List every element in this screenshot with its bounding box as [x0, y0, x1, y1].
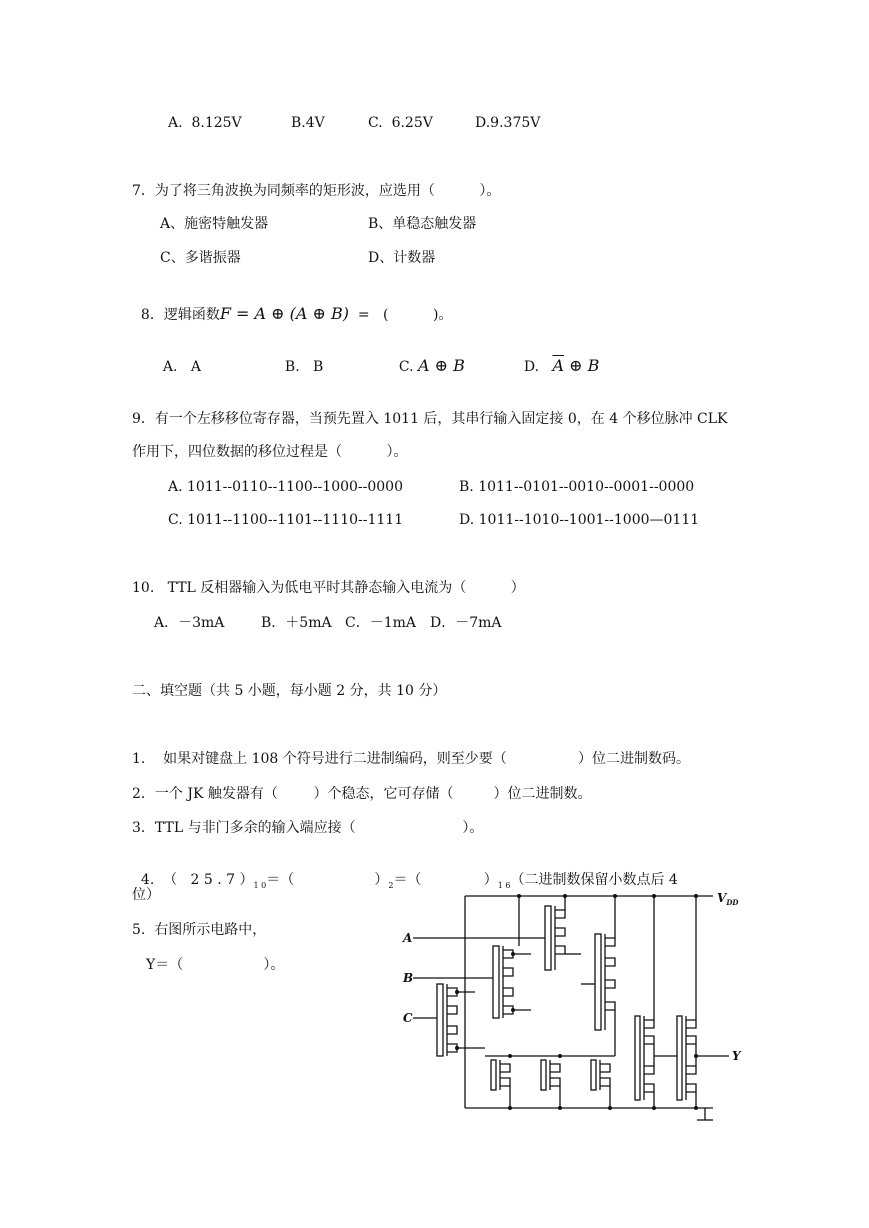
q9-option-c: C. 1011--1100--1101--1110--1111	[168, 512, 404, 528]
input-a-label: A	[403, 931, 413, 945]
output-y-label: Y	[732, 1049, 741, 1063]
q6-option-a: A. 8.125V	[168, 115, 242, 131]
input-c-label: C	[403, 1011, 413, 1025]
q10-option-a: A．－3mA	[154, 615, 225, 631]
q8-option-d: D. $\overline{A}$ ⊕ B	[523, 356, 600, 375]
q7-option-c: C、多谐振器	[160, 250, 241, 266]
q8-prefix: 8．逻辑函数	[140, 307, 220, 323]
q7-stem: 7．为了将三角波换为同频率的矩形波，应选用（ ）。	[132, 183, 501, 199]
fill-q4-line2: 位）	[132, 887, 160, 903]
vdd-label: $V_{DD}$	[717, 891, 739, 907]
q8-stem	[132, 287, 452, 324]
transistor-group-c	[437, 984, 485, 1056]
q8-option-a: A. A	[162, 359, 201, 375]
q9-stem-line2: 作用下，四位数据的移位过程是（ ）。	[132, 444, 408, 460]
fill-q5-answer: Y＝（ ）。	[146, 957, 285, 973]
q10-option-d: D．－7mA	[430, 615, 502, 631]
fill-q2: 2．一个 JK 触发器有（ ）个稳态，它可存储（ ）位二进制数。	[132, 786, 592, 802]
q10-option-c: C．－1mA	[345, 615, 417, 631]
fill-q3: 3．TTL 与非门多余的输入端应接（ ）。	[132, 820, 484, 836]
q6-option-d: D.9.375V	[475, 115, 541, 131]
transistor-group-a	[545, 894, 581, 970]
fill-q4: 4. （ 2 5 . 7 ）$_{1 0}=$（ ）$_2=$（ ）$_{1 6}$（二进制数保留小数点后 4	[140, 872, 678, 890]
q7-option-a: A、施密特触发器	[160, 216, 269, 232]
q10-option-b: B．＋5mA	[261, 615, 332, 631]
q9-option-a: A. 1011--0110--1100--1000--0000	[168, 479, 403, 495]
fill-q1: 1. 如果对键盘上 108 个符号进行二进制编码，则至少要（ ）位二进制数码。	[132, 751, 690, 767]
transistor-group-b	[493, 894, 531, 1018]
q6-option-b: B.4V	[291, 115, 325, 131]
q9-option-b: B. 1011--0101--0010--0001--0000	[459, 479, 695, 495]
q7-option-b: B、单稳态触发器	[368, 216, 477, 232]
q8-option-b: B. B	[284, 359, 324, 375]
q6-option-c: C. 6.25V	[368, 115, 433, 131]
q10-stem: 10. TTL 反相器输入为低电平时其静态输入电流为（ ）	[132, 580, 525, 596]
q8-option-c: C. A ⊕ B	[398, 356, 465, 375]
transistor-group-mid	[581, 894, 617, 1056]
q9-stem-line1: 9．有一个左移移位寄存器，当预先置入 1011 后，其串行输入固定接 0，在 4 个移位脉冲 CLK	[132, 411, 728, 427]
fill-q5: 5. 右图所示电路中，	[132, 922, 267, 938]
cmos-circuit-diagram	[395, 888, 755, 1128]
output-inverters	[635, 894, 729, 1110]
q8-formula: F = A ⊕ (A ⊕ B)	[219, 304, 350, 323]
input-b-label: B	[403, 971, 414, 985]
q7-option-d: D、计数器	[368, 250, 436, 266]
q9-option-d: D. 1011--1010--1001--1000—0111	[459, 512, 700, 528]
q8-suffix: = ( )。	[349, 307, 453, 323]
section2-title: 二、填空题（共 5 小题，每小题 2 分，共 10 分）	[132, 683, 447, 699]
nmos-row	[485, 1054, 615, 1110]
